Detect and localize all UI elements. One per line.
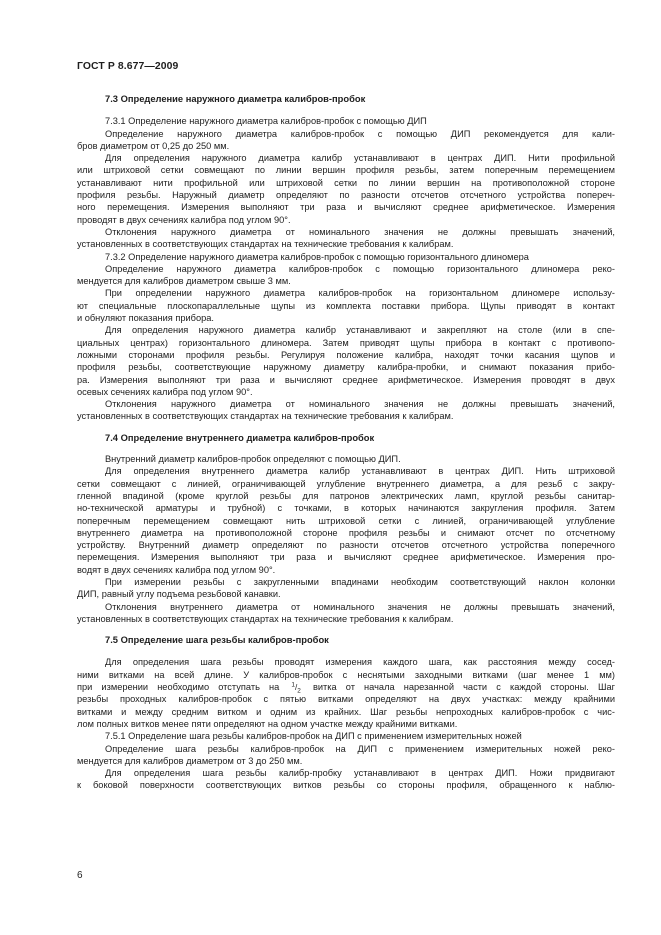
paragraph-line: гленной впадиной (кроме круглой резьбы для патронов электрических ламп, круглой резьбы санитар- — [77, 490, 615, 501]
paragraph-line: 7.3.2 Определение наружного диаметра калибров-пробок с помощью горизонтального длиномера — [105, 251, 529, 262]
paragraph-line: и обнуляют показания прибора. — [77, 313, 214, 324]
page-header: ГОСТ Р 8.677—2009 — [77, 61, 179, 72]
paragraph-line: профиля резьбы. Наружный диаметр определяют по разности отсчетов отсчетного устройства попереч- — [77, 190, 615, 201]
paragraph-line: 7.3.1 Определение наружного диаметра калибров-пробок с помощью ДИП — [105, 116, 427, 127]
paragraph-line: сетки совмещают с линией, ограничивающей углубление внутреннего диаметра, а для резьб с закру- — [77, 478, 615, 489]
paragraph-line: бров диаметром от 0,25 до 250 мм. — [77, 140, 230, 151]
paragraph-line: установленных в соответствующих стандартах на технические требования к калибрам. — [77, 613, 454, 624]
paragraph-line: Отклонения наружного диаметра от номинального значения не должны превышать значений, — [105, 399, 615, 410]
section-heading-7-5: 7.5 Определение шага резьбы калибров-пробок — [105, 635, 329, 646]
paragraph-line: ного перемещения. Измерения выполняют три раза и вычисляют среднее арифметическое. Измерения — [77, 202, 615, 213]
paragraph-line: установленных в соответствующих стандартах на технические требования к калибрам. — [77, 411, 454, 422]
paragraph-line: 7.5.1 Определение шага резьбы калибров-пробок на ДИП с применением измерительных ножей — [105, 731, 522, 742]
paragraph-line: профиля резьбы, соответствующие наружному диаметру калибра-пробки, и снимают показания прибо- — [77, 362, 615, 373]
paragraph-line: устройству. Внутренний диаметр определяют по разности отсчетов отсчетного устройства поперечного — [77, 540, 615, 551]
half-fraction: $^1/_2$ — [291, 681, 301, 695]
fraction-numerator: 1 — [291, 681, 295, 689]
paragraph-line: Отклонения наружного диаметра от номинального значения не должны превышать значений, — [105, 226, 615, 237]
paragraph-line: или штриховой сетки совмещают по линии вершин профиля резьбы, затем поперечным перемещением — [77, 165, 615, 176]
paragraph-line: ложными сторонами профиля резьбы. Регулируя положение калибра, находят точки касания щупов и — [77, 349, 615, 360]
paragraph-line: мендуется для калибров диаметром от 3 до 250 мм. — [77, 755, 303, 766]
paragraph-line: устанавливают нити профильной или штриховой сетки по линии вершин на противоположной стороне — [77, 177, 615, 188]
section-heading-7-3: 7.3 Определение наружного диаметра калибров-пробок — [105, 94, 366, 104]
paragraph-line: резьбы проходных калибров-пробок с пятью витками определяют на двух участках: между крайними — [77, 694, 615, 705]
page-number: 6 — [77, 870, 83, 881]
paragraph-line: ра. Измерения выполняют три раза и вычисляют среднее арифметическое. Измерения проводят в двух — [77, 374, 615, 385]
paragraph-line: Внутренний диаметр калибров-пробок определяют с помощью ДИП. — [105, 454, 401, 465]
paragraph-line: лом полных витков менее пяти определяют на одном участке между крайними витками. — [77, 718, 458, 729]
paragraph-line: Для определения внутреннего диаметра калибр устанавливают в центрах ДИП. Нить штриховой — [105, 466, 615, 477]
paragraph-line-with-fraction — [77, 681, 615, 693]
fraction-denominator: 2 — [297, 687, 301, 695]
paragraph-line: Определение наружного диаметра калибров-пробок с помощью ДИП рекомендуется для кали- — [105, 128, 615, 139]
paragraph-text: витка от начала нарезанной части с каждой стороны. Шаг — [312, 682, 615, 693]
paragraph-line: внутреннего диаметра на противоположной стороне профиля резьбы и снимают отсчет по отсчетному — [77, 527, 615, 538]
paragraph-line: При определении наружного диаметра калибров-пробок на горизонтальном длиномере использу- — [105, 288, 615, 299]
paragraph-line: Определение шага резьбы калибров-пробок на ДИП с применением измерительных ножей реко- — [105, 743, 615, 754]
paragraph-line: к боковой поверхности соответствующих витков резьбы со стороны профиля, обращенного к наблю- — [77, 780, 615, 791]
paragraph-line: ними витками на всей длине. У калибров-пробок с неснятыми заходными витками (шаг менее 1 мм) — [77, 669, 615, 680]
paragraph-line: перемещения. Измерения выполняют три раза и вычисляют среднее арифметическое. Измерения про- — [77, 552, 615, 563]
paragraph-line: Для определения шага резьбы калибр-пробку устанавливают в центрах ДИП. Ножи придвигают — [105, 768, 615, 779]
paragraph-line: циальных центрах) горизонтального длиномера. Затем приводят щупы прибора в контакт с противопо- — [77, 337, 615, 348]
paragraph-line: осевых сечениях калибра под углом 90°. — [77, 386, 253, 397]
paragraph-line: Определение наружного диаметра калибров-пробок с помощью горизонтального длиномера реко- — [105, 263, 615, 274]
page-body — [77, 93, 615, 792]
paragraph-line: витками и между средним витком и одним из крайних. Шаг резьбы непроходных калибров-пробок с чис- — [77, 706, 615, 717]
paragraph-line: Для определения шага резьбы проводят измерения каждого шага, как расстояния между сосед- — [105, 657, 615, 668]
paragraph-line: При измерении резьбы с закругленными впадинами необходим соответствующий наклон колонки — [105, 576, 615, 587]
paragraph-line: водят в двух сечениях калибра под углом 90°. — [77, 564, 276, 575]
paragraph-line: Отклонения внутреннего диаметра от номинального значения не должны превышать значений, — [105, 601, 615, 612]
paragraph-line: мендуется для калибров диаметром свыше 3 мм. — [77, 276, 291, 287]
section-heading-7-4: 7.4 Определение внутреннего диаметра калибров-пробок — [105, 432, 375, 443]
paragraph-line: поперечным перемещением совмещают нить штриховой сетки с линией, ограничивающей углубление — [77, 515, 615, 526]
paragraph-text: при измерении необходимо отступать на — [77, 682, 280, 693]
paragraph-line: ДИП, равный углу подъема резьбовой канавки. — [77, 589, 281, 600]
paragraph-line: Для определения наружного диаметра калибр устанавливают в центрах ДИП. Нити профильной — [105, 153, 615, 164]
paragraph-line: проводят в двух сечениях калибра под углом 90°. — [77, 214, 291, 225]
paragraph-line: установленных в соответствующих стандартах на технические требования к калибрам. — [77, 239, 454, 250]
paragraph-line: ют специальные плоскопараллельные щупы из комплекта поставки прибора. Щупы приводят в контакт — [77, 300, 615, 311]
paragraph-line: Для определения наружного диаметра калибр устанавливают и закрепляют на столе (или в спе- — [105, 325, 615, 336]
paragraph-line: но-технической арматуры и трубной) с точками, в которых начинаются закругления профиля. Затем — [77, 503, 615, 514]
